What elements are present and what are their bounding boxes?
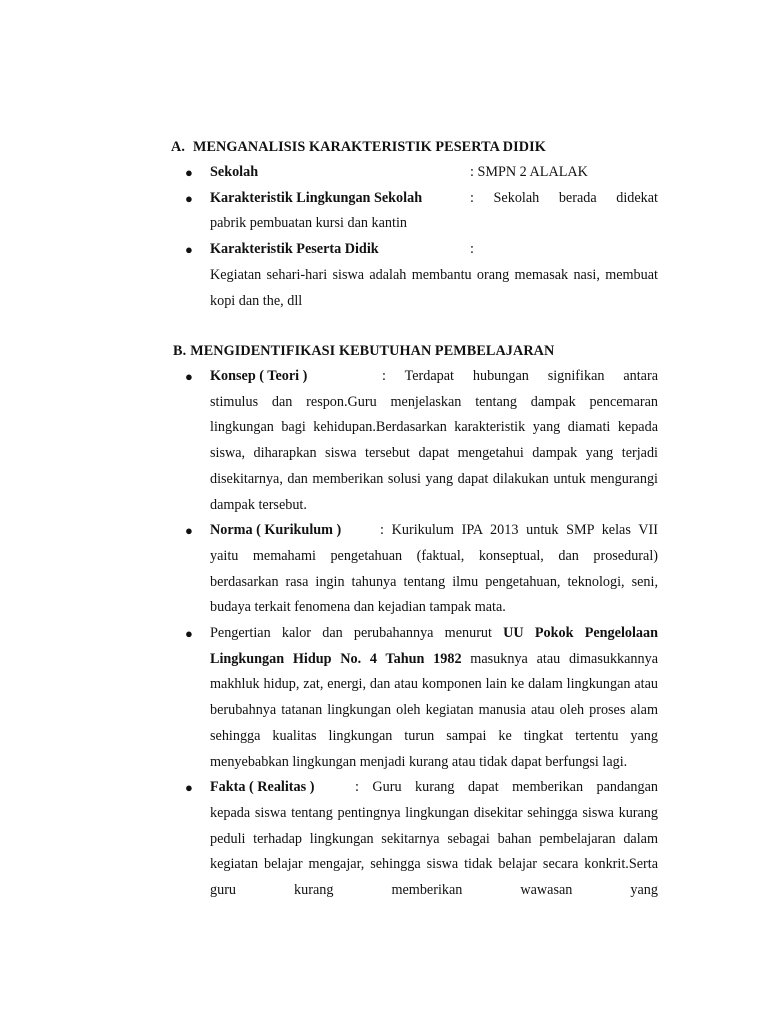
item-label: Karakteristik Peserta Didik	[210, 241, 379, 258]
norma-label: Norma ( Kurikulum )	[210, 522, 342, 539]
fakta-value: : Guru kurang dapat memberikan pandangan	[355, 779, 658, 796]
item-label: Karakteristik Lingkungan Sekolah	[210, 189, 423, 206]
list-item	[185, 364, 658, 518]
list-item	[185, 160, 658, 186]
konsep-label: Konsep ( Teori )	[210, 368, 308, 384]
section-b-heading	[173, 341, 554, 361]
item-label: Sekolah	[210, 164, 259, 180]
item-value: : SMPN 2 ALALAK	[470, 164, 588, 180]
section-a-heading	[171, 137, 546, 157]
list-item	[185, 621, 658, 775]
law-reference: UU Pokok Pengelolaan Lingkungan Hidup No. 4 Tahun 1982	[210, 625, 658, 667]
norma-value: : Kurikulum IPA 2013 untuk SMP kelas VII	[380, 522, 658, 539]
section-b-list	[185, 364, 658, 904]
bullet-icon: ●	[185, 780, 193, 796]
konsep-text: stimulus dan respon.Guru menjelaskan tentang dampak pencemaran lingkungan bagi kehidupan.Berdasarkan karakteristik yang diamati kepada siswa, diharapkan siswa tersebut dapat mengetahui dampak yang terjadi disekitarnya, dan memberikan solusi yang dapat dilakukan untuk mengurangi dampak tersebut.	[210, 393, 658, 513]
list-item	[185, 518, 658, 621]
bullet-icon: ●	[185, 523, 193, 539]
pengertian-intro: Pengertian kalor dan perubahannya menurut	[210, 625, 504, 642]
list-item	[185, 775, 658, 904]
pengertian-text	[210, 621, 658, 775]
section-b-letter: B.	[173, 343, 187, 359]
section-a-list	[185, 160, 658, 314]
item-value: : Sekolah berada didekat	[470, 189, 658, 206]
section-a-title: MENGANALISIS KARAKTERISTIK PESERTA DIDIK	[193, 139, 546, 155]
bullet-icon: ●	[185, 626, 193, 642]
section-a-letter: A.	[171, 139, 185, 155]
list-item	[185, 186, 658, 237]
item-value: :	[470, 241, 474, 258]
section-b-title: MENGIDENTIFIKASI KEBUTUHAN PEMBELAJARAN	[190, 343, 555, 359]
bullet-icon: ●	[185, 242, 193, 258]
bullet-icon: ●	[185, 190, 193, 206]
bullet-icon: ●	[185, 369, 193, 384]
pengertian-body: masuknya atau dimasukkannya makhluk hidup, zat, energi, dan atau komponen lain ke dalam lingkungan atau berubahnya tatanan lingkungan oleh kegiatan manusia atau oleh proses alam sehingga kualitas lingkungan turun sampai ke tingkat tertentu yang menyebabkan lingkungan menjadi kurang atau tidak dapat berfungsi lagi.	[210, 650, 659, 770]
fakta-label: Fakta ( Realitas )	[210, 779, 315, 796]
list-item	[185, 237, 658, 314]
item-continuation: Kegiatan sehari-hari siswa adalah membantu orang memasak nasi, membuat kopi dan the, dll	[210, 266, 658, 309]
bullet-icon: ●	[185, 165, 193, 180]
item-continuation: pabrik pembuatan kursi dan kantin	[210, 215, 407, 232]
norma-text: yaitu memahami pengetahuan (faktual, konseptual, dan prosedural) berdasarkan rasa ingin tahunya tentang ilmu pengetahuan, teknologi, seni, budaya terkait fenomena dan kejadian tampak mata.	[210, 547, 658, 616]
konsep-value: : Terdapat hubungan signifikan antara	[382, 368, 658, 384]
fakta-text: kepada siswa tentang pentingnya lingkungan disekitar sehingga siswa kurang peduli terhadap lingkungan sekitarnya sebagai bahan pembelajaran dalam kegiatan belajar mengajar, sehingga siswa tidak belajar secara konkrit.Serta guru kurang memberikan wawasan yang	[210, 804, 658, 899]
